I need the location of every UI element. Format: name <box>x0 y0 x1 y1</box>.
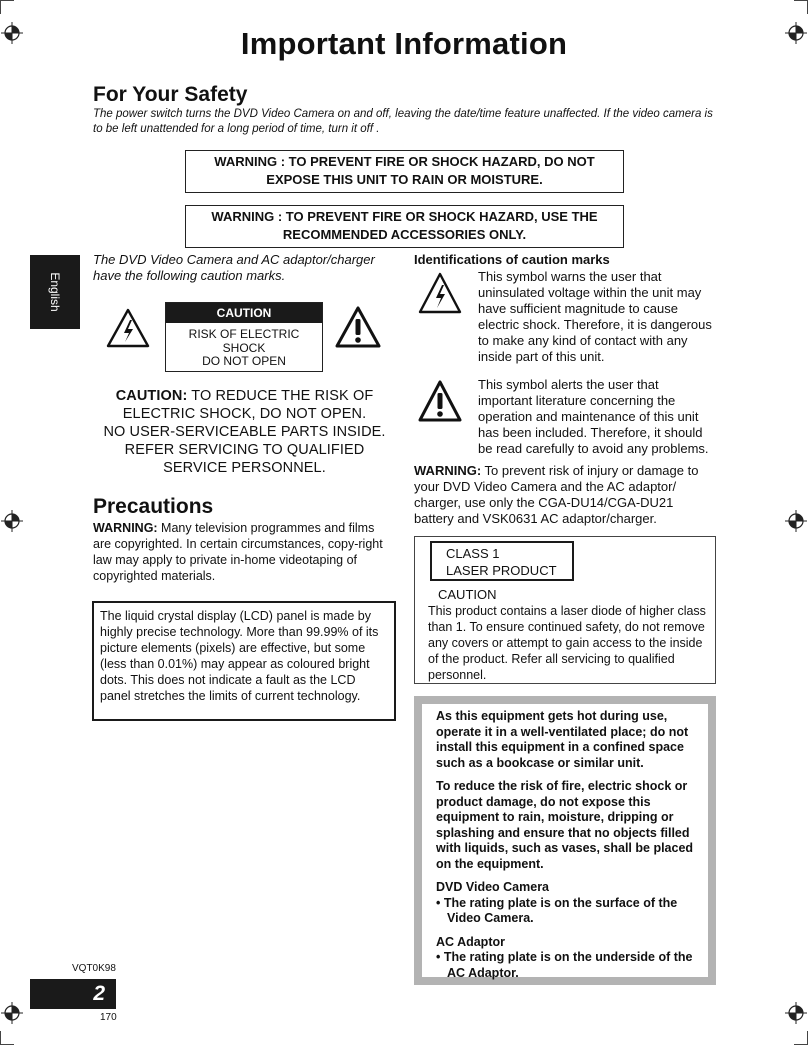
page-number: 2 <box>93 982 105 1005</box>
copyright-warning-bold: WARNING: <box>93 521 158 535</box>
registration-mark-icon <box>785 1002 807 1024</box>
adaptor-rating-plate: • The rating plate is on the underside of the AC Adaptor. <box>436 950 693 980</box>
laser-caution-label: CAUTION <box>438 587 497 602</box>
registration-mark-icon <box>1 1002 23 1024</box>
caution-statement-line: REFER SERVICING TO QUALIFIED <box>124 442 365 458</box>
battery-warning <box>414 463 716 527</box>
warning-box-rain <box>185 150 624 193</box>
registration-mark-icon <box>1 510 23 532</box>
fire-risk-paragraph: To reduce the risk of fire, electric shock or product damage, do not expose this equipment to rain, moisture, dripping or splashing and ensure that no objects filled with liquids, such as vases, shall be placed on the equipment. <box>436 779 694 871</box>
adaptor-heading: AC Adaptor <box>436 934 505 949</box>
caution-statement-line: TO REDUCE THE RISK OF <box>187 388 374 404</box>
caution-statement-line: ELECTRIC SHOCK, DO NOT OPEN. <box>122 406 367 422</box>
crop-mark <box>0 0 14 1</box>
laser-class-line: LASER PRODUCT <box>446 563 557 578</box>
bolt-symbol-description: This symbol warns the user that uninsulated voltage within the unit may have sufficient magnitude to cause electric shock. Therefore, it is dangerous to make any kind of contact with any inside part of this unit. <box>478 269 712 364</box>
page-title: Important Information <box>240 26 568 61</box>
caution-label <box>165 302 323 372</box>
caution-label-line: DO NOT OPEN <box>202 354 286 368</box>
exclamation-warning-icon <box>334 305 382 354</box>
copyright-warning-text: Many television programmes and films are copyrighted. In certain circumstances, copy-right law may apply to private in-home videotaping of copyrighted materials. <box>93 521 383 583</box>
page-number-box <box>30 979 116 1009</box>
warning-line: WARNING : TO PREVENT FIRE OR SHOCK HAZARD, DO NOT <box>214 154 595 169</box>
caution-statement <box>92 387 397 477</box>
camera-heading: DVD Video Camera <box>436 880 550 894</box>
laser-caution-text: This product contains a laser diode of higher class than 1. To ensure continued safety, do not remove any covers or attempt to gain access to the inside of the product. Refer all servicing to qualified personnel. <box>428 604 706 682</box>
warning-box-accessories <box>185 205 624 248</box>
heat-notice-paragraph: As this equipment gets hot during use, operate it in a well-ventilated place; do not install this equipment in a confined space such as a bookcase or similar unit. <box>436 709 689 770</box>
safety-intro: The power switch turns the DVD Video Camera on and off, leaving the date/time feature unaffected. If the video camera is to be left unattended for a long period of time, turn it off . <box>93 108 713 135</box>
battery-warning-text: To prevent risk of injury or damage to your DVD Video Camera and the AC adaptor/ charger, use only the CGA-DU14/CGA-DU21 battery and VSK0631 AC adaptor/charger. <box>414 463 699 526</box>
warning-line: RECOMMENDED ACCESSORIES ONLY. <box>282 227 527 242</box>
camera-rating-plate: • The rating plate is on the surface of the Video Camera. <box>436 895 678 925</box>
safety-heading: For Your Safety <box>93 83 248 106</box>
caution-statement-bold: CAUTION: <box>115 388 188 404</box>
identifications-heading: Identifications of caution marks <box>414 252 610 267</box>
caution-marks-intro: The DVD Video Camera and AC adaptor/charger have the following caution marks. <box>93 252 375 283</box>
sheet-number: 170 <box>100 1012 117 1023</box>
caution-statement-line: NO USER-SERVICEABLE PARTS INSIDE. <box>103 424 386 440</box>
copyright-warning <box>93 520 395 584</box>
registration-mark-icon <box>785 510 807 532</box>
doc-code: VQT0K98 <box>72 963 116 974</box>
electric-shock-warning-icon <box>105 307 151 354</box>
caution-label-header: CAUTION <box>166 303 322 323</box>
language-tab-label: English <box>48 272 62 312</box>
laser-class-line: CLASS 1 <box>446 546 500 561</box>
crop-mark <box>0 1031 1 1045</box>
caution-label-line: SHOCK <box>222 340 266 355</box>
caution-statement-line: SERVICE PERSONNEL. <box>163 460 326 476</box>
language-tab <box>30 255 80 329</box>
crop-mark <box>794 0 808 1</box>
crop-mark <box>0 0 1 14</box>
precautions-heading: Precautions <box>93 495 214 518</box>
electric-shock-warning-icon <box>417 271 463 320</box>
exclaim-symbol-description: This symbol alerts the user that important literature concerning the operation and maintenance of this unit has been included. Therefore, it should be read carefully to avoid any problems. <box>478 377 709 456</box>
battery-warning-bold: WARNING: <box>414 463 482 478</box>
heat-notice-box <box>414 696 716 985</box>
exclamation-warning-icon <box>417 379 463 428</box>
lcd-note-box: The liquid crystal display (LCD) panel is made by highly precise technology. More than 99.99% of its picture elements (pixels) are effective, but some (less than 0.01%) may appear as coloured bright dots. This does not indicate a fault as the LCD panel stretches the limits of current technology. <box>92 601 396 721</box>
laser-class-label <box>430 541 574 581</box>
warning-line: EXPOSE THIS UNIT TO RAIN OR MOISTURE. <box>266 172 543 187</box>
warning-line: WARNING : TO PREVENT FIRE OR SHOCK HAZARD, USE THE <box>211 209 598 224</box>
caution-label-line: RISK OF ELECTRIC <box>188 327 300 341</box>
